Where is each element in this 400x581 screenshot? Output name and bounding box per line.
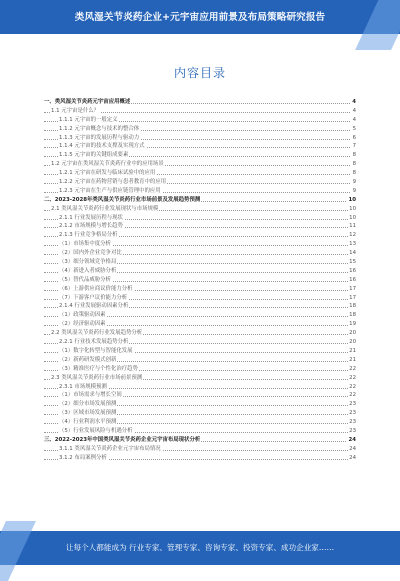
toc-entry[interactable]	[44, 134, 356, 143]
toc-entry-page: 4	[352, 116, 356, 123]
toc-entry[interactable]	[44, 151, 356, 160]
header-decoration	[355, 0, 400, 50]
toc-entry-page: 4	[352, 107, 356, 114]
toc-entry-page: 8	[352, 161, 356, 168]
toc-entry-page: 7	[352, 143, 356, 150]
toc-entry[interactable]	[44, 391, 356, 400]
toc-entry-page: 10	[348, 196, 356, 203]
toc-entry-label: 3.1.2 布局案例分析	[59, 454, 107, 461]
toc-entry-page: 18	[349, 312, 356, 319]
toc-entry[interactable]	[44, 338, 356, 347]
report-title: 类风湿关节炎药企业+元宇宙应用前景及布局策略研究报告	[74, 12, 326, 23]
toc-entry-label: （5）行业发展风险与机遇分析	[59, 427, 133, 434]
toc-entry-label: （4）行业利润水平预测	[59, 419, 117, 426]
toc-entry-label: 2.2 类风湿关节炎药行业发展趋势分析	[51, 330, 143, 337]
toc-entry-label: 3.1.1 类风湿关节炎药企业元宇宙布局情况	[59, 445, 161, 452]
toc-entry[interactable]	[44, 294, 356, 303]
toc-entry[interactable]	[44, 383, 356, 392]
toc-entry-label: 2.1.3 行业竞争格局分析	[59, 232, 118, 239]
toc-entry-page: 22	[349, 392, 356, 399]
toc-entry-label: （4）新进入者威胁分析	[59, 267, 117, 274]
toc-entry-label: 1.1 元宇宙是什么？	[51, 107, 100, 114]
toc-entry[interactable]	[44, 249, 356, 258]
toc-entry-page: 24	[349, 445, 356, 452]
toc-entry[interactable]	[44, 107, 356, 116]
footer-slogan: 让每个人都能成为 行业专家、管理专家、咨询专家、投资专家、成功企业家……	[65, 543, 335, 552]
toc-entry-page: 16	[349, 267, 356, 274]
header-bar	[0, 0, 400, 34]
toc-entry-label: 2.1.1 行业发展历程与现状	[59, 214, 123, 221]
toc-entry-page: 10	[349, 205, 356, 212]
toc-entry-label: 2.3.1 市场规模预测	[59, 383, 107, 390]
toc-entry-page: 8	[352, 152, 356, 159]
toc-entry-label: 2.1 类风湿关节炎药行业发展现状与市场规模	[51, 205, 159, 212]
toc-entry-page: 23	[349, 410, 356, 417]
toc-entry[interactable]	[44, 454, 356, 463]
toc-entry-label: （2）细分市场发展预测	[59, 401, 117, 408]
toc-entry[interactable]	[44, 329, 356, 338]
toc-entry[interactable]	[44, 302, 356, 311]
toc-entry[interactable]	[44, 258, 356, 267]
toc-entry[interactable]	[44, 400, 356, 409]
toc-entry-page: 16	[349, 276, 356, 283]
toc-entry-label: （1）政策驱动因素	[59, 312, 106, 319]
toc-entry[interactable]	[44, 178, 356, 187]
toc-entry-label: （7）下游客户议价能力分析	[59, 294, 128, 301]
toc-entry-page: 10	[349, 214, 356, 221]
toc-entry-label: 1.1.5 元宇宙的关键组成要素	[59, 152, 129, 159]
toc-entry-label: （3）精准医疗与个性化治疗趋势	[59, 365, 138, 372]
toc-entry[interactable]	[44, 231, 356, 240]
toc-entry-label: 1.1.1 元宇宙的一般定义	[59, 116, 118, 123]
toc-entry-label: 1.2 元宇宙在类风湿关节炎药行业中的应用场景	[51, 161, 164, 168]
toc-entry-label: 2.1.2 市场规模与增长趋势	[59, 223, 123, 230]
toc-entry[interactable]	[44, 125, 356, 134]
toc-entry-page: 12	[349, 232, 356, 239]
toc-entry-page: 22	[349, 365, 356, 372]
toc-entry[interactable]	[44, 214, 356, 223]
toc-entry-label: （6）上游供应商议价能力分析	[59, 285, 133, 292]
toc-entry[interactable]	[44, 374, 356, 383]
toc-entry[interactable]	[44, 205, 356, 214]
toc-entry[interactable]	[44, 196, 356, 205]
toc-entry-label: 1.1.2 元宇宙概念与技术的整合体	[59, 125, 140, 132]
toc-entry[interactable]	[44, 276, 356, 285]
toc-entry[interactable]	[44, 311, 356, 320]
toc-entry-label: 1.2.1 元宇宙在研发与临床试验中的应用	[59, 170, 156, 177]
toc-entry-page: 22	[349, 374, 356, 381]
toc-entry-page: 24	[349, 454, 356, 461]
toc-entry-label: （1）市场集中度分析	[59, 241, 111, 248]
toc-entry-page: 20	[349, 339, 356, 346]
toc-entry-page: 17	[349, 294, 356, 301]
toc-entry-page: 8	[352, 170, 356, 177]
toc-entry-label: 2.2.1 行业技术发展趋势分析	[59, 339, 129, 346]
toc-entry-label: 一、类风湿关节炎药元宇宙应用概述	[44, 99, 131, 105]
toc-entry-label: 三、2022-2023年中国类风湿关节炎药企业元宇宙布局现状分析	[44, 436, 201, 443]
toc-entry-page: 6	[352, 134, 356, 141]
toc-entry-label: （2）国内外企业竞争对比	[59, 250, 122, 257]
toc-entry-label: （3）区域市场发展预测	[59, 410, 117, 417]
toc-entry[interactable]	[44, 160, 356, 169]
toc-entry-label: （1）数字化转型与智能化发展	[59, 347, 133, 354]
toc-entry[interactable]	[44, 240, 356, 249]
toc-entry-label: 1.1.4 元宇宙的技术支撑及实现方式	[59, 143, 145, 150]
toc-entry-page: 19	[349, 321, 356, 328]
toc-entry-label: （2）经济驱动因素	[59, 321, 106, 328]
toc-entry-label: 1.2.3 元宇宙在生产与供应链管理中的应用	[59, 187, 161, 194]
toc-entry-label: （1）市场需求与增长空间	[59, 392, 122, 399]
toc-entry-label: （2）新药研发模式创新	[59, 356, 117, 363]
toc-entry-page: 17	[349, 285, 356, 292]
toc-entry[interactable]	[44, 142, 356, 151]
toc-entry-page: 22	[349, 383, 356, 390]
toc-entry[interactable]	[44, 169, 356, 178]
toc-entry-page: 23	[349, 419, 356, 426]
footer-bar	[0, 531, 400, 565]
toc-entry[interactable]	[44, 187, 356, 196]
toc-entry[interactable]	[44, 320, 356, 329]
toc-entry[interactable]	[44, 356, 356, 365]
toc-entry[interactable]	[44, 116, 356, 125]
toc-entry-label: 1.2.2 元宇宙在药物营销与患者教育中的应用	[59, 179, 167, 186]
toc-entry[interactable]	[44, 445, 356, 454]
toc-entry-label: 二、2023-2028年类风湿关节炎药行业市场前景及发展趋势预测	[44, 196, 201, 203]
toc-entry[interactable]	[44, 365, 356, 374]
toc-entry-page: 20	[349, 330, 356, 337]
toc-entry-label: 2.1.4 行业发展驱动因素分析	[59, 303, 129, 310]
toc-entry[interactable]	[44, 436, 356, 445]
toc-entry-page: 13	[349, 241, 356, 248]
toc-entry[interactable]	[44, 285, 356, 294]
toc-entry-page: 11	[349, 223, 356, 230]
toc-entry-page: 23	[349, 427, 356, 434]
toc-entry[interactable]	[44, 427, 356, 436]
toc-entry-label: （3）细分领域竞争格局	[59, 259, 117, 266]
toc-entry-page: 23	[349, 401, 356, 408]
toc-entry[interactable]	[44, 222, 356, 231]
toc-entry-page: 24	[348, 436, 356, 443]
toc-entry-page: 21	[349, 356, 356, 363]
table-of-contents	[44, 98, 356, 463]
toc-entry[interactable]	[44, 267, 356, 276]
toc-heading: 内容目录	[173, 66, 226, 80]
toc-entry-page: 9	[352, 179, 356, 186]
toc-entry[interactable]	[44, 418, 356, 427]
toc-entry[interactable]	[44, 347, 356, 356]
toc-entry[interactable]	[44, 409, 356, 418]
toc-entry-label: （5）替代品威胁分析	[59, 276, 111, 283]
toc-entry-page: 21	[349, 347, 356, 354]
toc-entry-page: 14	[349, 250, 356, 257]
toc-entry-page: 4	[352, 99, 356, 105]
toc-entry-page: 5	[352, 125, 356, 132]
toc-entry-label: 1.1.3 元宇宙的发展历程与驱动力	[59, 134, 140, 141]
toc-entry-page: 9	[352, 187, 356, 194]
toc-entry[interactable]	[44, 98, 356, 107]
toc-entry-page: 15	[349, 259, 356, 266]
toc-entry-label: 2.3 类风湿关节炎药行业市场前景预测	[51, 374, 143, 381]
toc-entry-page: 18	[349, 303, 356, 310]
